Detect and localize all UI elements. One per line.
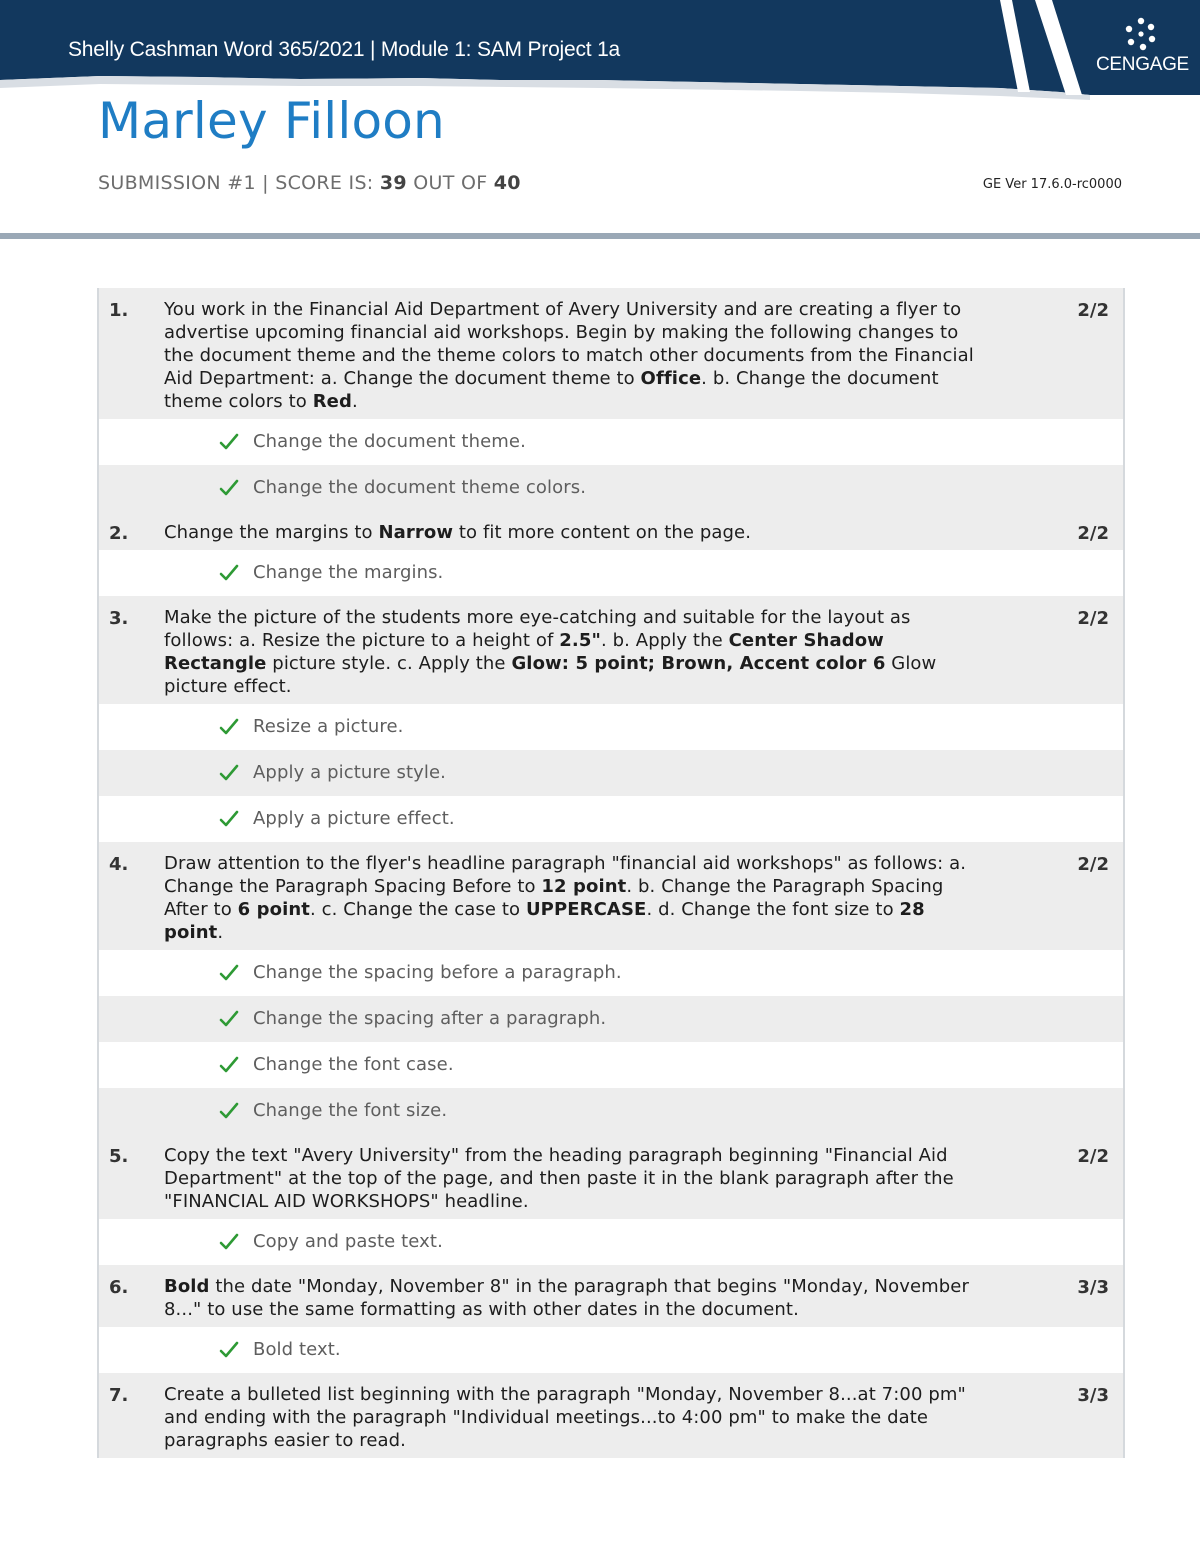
task-instructions (164, 1383, 984, 1452)
task-list (97, 288, 1125, 1458)
task-row (99, 596, 1123, 704)
task-score: 3/3 (1077, 1385, 1109, 1406)
check-item (99, 1327, 1123, 1373)
checkmark-icon (219, 964, 239, 982)
task-bold-term: 28 point (164, 899, 925, 943)
check-item-label: Change the font case. (253, 1054, 454, 1075)
submission-prefix: SUBMISSION #1 | SCORE IS: (98, 172, 380, 194)
task-instructions (164, 521, 984, 544)
check-item-label: Change the font size. (253, 1100, 448, 1121)
check-item-label: Change the spacing before a paragraph. (253, 962, 622, 983)
task-row (99, 288, 1123, 419)
check-item-label: Apply a picture style. (253, 762, 446, 783)
check-item (99, 796, 1123, 842)
student-name: Marley Filloon (98, 92, 445, 150)
task-text-segment: Change the margins to (164, 522, 379, 543)
task-text-segment: . b. Change the Paragraph Spacing After to (164, 876, 944, 920)
task-score: 2/2 (1077, 608, 1109, 629)
task-score: 2/2 (1077, 523, 1109, 544)
checkmark-icon (219, 718, 239, 736)
project-title: Shelly Cashman Word 365/2021 | Module 1: SAM Project 1a (68, 38, 621, 61)
checkmark-icon (219, 479, 239, 497)
task-instructions (164, 1275, 984, 1321)
check-item-label: Bold text. (253, 1339, 341, 1360)
task-bold-term: Glow: 5 point; Brown, Accent color 6 (511, 653, 886, 674)
task-instructions (164, 1144, 984, 1213)
checkmark-icon (219, 764, 239, 782)
task-bold-term: 6 point (237, 899, 310, 920)
score-value: 39 (379, 172, 407, 194)
check-item (99, 419, 1123, 465)
out-of-label: OUT OF (406, 172, 494, 194)
task-instructions (164, 606, 984, 698)
task-text-segment: Glow picture effect. (164, 653, 937, 697)
task-text-segment: Make the picture of the students more eye-catching and suitable for the layout as follows: a. Resize the picture to a height of (164, 607, 911, 651)
submission-score-line (98, 172, 521, 194)
task-bold-term: 2.5" (559, 630, 601, 651)
task-text-segment: Create a bulleted list beginning with the paragraph "Monday, November 8...at 7:00 pm" and ending with the paragraph "Individual meetings...to 4:00 pm" to make the date paragraphs easier to read. (164, 1384, 966, 1451)
task-bold-term: UPPERCASE (525, 899, 647, 920)
check-item (99, 1088, 1123, 1134)
task-text-segment: the date "Monday, November 8" in the paragraph that begins "Monday, November 8..." to use the same formatting as with other dates in the document. (164, 1276, 969, 1320)
task-instructions (164, 852, 984, 944)
task-text-segment: . d. Change the font size to (646, 899, 900, 920)
cengage-wordmark: CENGAGE (1096, 54, 1189, 75)
check-item (99, 1042, 1123, 1088)
checkmark-icon (219, 1233, 239, 1251)
task-text-segment: . (351, 391, 358, 412)
task-bold-term: Center Shadow Rectangle (164, 630, 884, 674)
task-row (99, 1265, 1123, 1327)
task-text-segment: picture style. c. Apply the (266, 653, 512, 674)
checkmark-icon (219, 433, 239, 451)
task-row (99, 1373, 1123, 1458)
version-label: GE Ver 17.6.0-rc0000 (982, 177, 1122, 192)
task-number: 7. (109, 1385, 129, 1406)
task-bold-term: Office (640, 368, 702, 389)
task-row (99, 1134, 1123, 1219)
task-score: 2/2 (1077, 1146, 1109, 1167)
task-bold-term: Bold (164, 1276, 210, 1297)
task-score: 3/3 (1077, 1277, 1109, 1298)
checkmark-icon (219, 1102, 239, 1120)
check-item (99, 465, 1123, 511)
task-text-segment: . (217, 922, 224, 943)
task-number: 1. (109, 300, 129, 321)
task-instructions (164, 298, 984, 413)
check-item (99, 996, 1123, 1042)
task-text-segment: Draw attention to the flyer's headline paragraph "financial aid workshops" as follows: a. Change the Paragraph Spacing Before to (164, 853, 967, 897)
cengage-mark-icon (1096, 14, 1186, 54)
task-number: 4. (109, 854, 129, 875)
task-text-segment: . b. Change the document theme colors to (164, 368, 939, 412)
checkmark-icon (219, 1010, 239, 1028)
cengage-logo (1096, 14, 1189, 84)
task-text-segment: to fit more content on the page. (453, 522, 752, 543)
check-item-label: Change the document theme colors. (253, 477, 587, 498)
task-text-segment: . c. Change the case to (309, 899, 526, 920)
task-number: 5. (109, 1146, 129, 1167)
check-item (99, 704, 1123, 750)
check-item-label: Change the margins. (253, 562, 444, 583)
task-bold-term: Red (312, 391, 352, 412)
task-text-segment: . b. Apply the (600, 630, 729, 651)
check-item (99, 950, 1123, 996)
task-number: 2. (109, 523, 129, 544)
task-number: 3. (109, 608, 129, 629)
check-item (99, 550, 1123, 596)
task-bold-term: 12 point (541, 876, 627, 897)
task-bold-term: Narrow (378, 522, 454, 543)
task-score: 2/2 (1077, 854, 1109, 875)
task-number: 6. (109, 1277, 129, 1298)
task-text-segment: You work in the Financial Aid Department of Avery University and are creating a flyer to advertise upcoming financial aid workshops. Begin by making the following changes to the document theme and the theme colors to match other documents from the Financial Aid Department: a. Change the document theme to (164, 299, 974, 389)
check-item-label: Change the document theme. (253, 431, 526, 452)
check-item-label: Copy and paste text. (253, 1231, 443, 1252)
task-row (99, 842, 1123, 950)
task-score: 2/2 (1077, 300, 1109, 321)
checkmark-icon (219, 1341, 239, 1359)
task-text-segment: Copy the text "Avery University" from the heading paragraph beginning "Financial Aid Department" at the top of the page, and then paste it in the blank paragraph after the "FINANCIAL AID WORKSHOPS" headline. (164, 1145, 954, 1212)
check-item-label: Apply a picture effect. (253, 808, 455, 829)
task-row (99, 511, 1123, 550)
header-divider (0, 233, 1200, 239)
check-item-label: Resize a picture. (253, 716, 404, 737)
checkmark-icon (219, 1056, 239, 1074)
check-item (99, 750, 1123, 796)
check-item (99, 1219, 1123, 1265)
checkmark-icon (219, 810, 239, 828)
checkmark-icon (219, 564, 239, 582)
check-item-label: Change the spacing after a paragraph. (253, 1008, 607, 1029)
score-total: 40 (493, 172, 521, 194)
